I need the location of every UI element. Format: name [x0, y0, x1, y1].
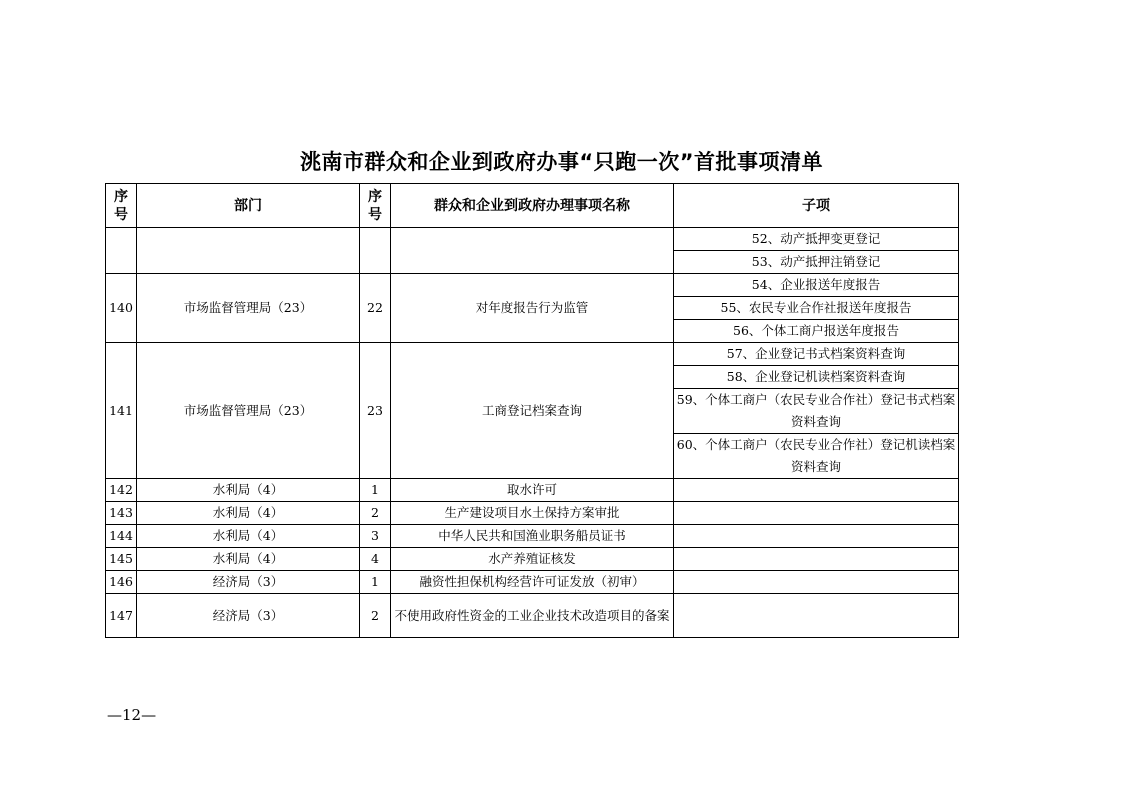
cell-no2	[360, 228, 391, 274]
cell-sub: 59、个体工商户（农民专业合作社）登记书式档案资料查询	[674, 389, 959, 434]
table-row	[106, 343, 959, 366]
cell-sub: 56、个体工商户报送年度报告	[674, 320, 959, 343]
cell-no2: 23	[360, 343, 391, 479]
cell-sub: 60、个体工商户（农民专业合作社）登记机读档案资料查询	[674, 434, 959, 479]
cell-sub	[674, 525, 959, 548]
cell-no: 145	[106, 548, 137, 571]
table-row	[106, 228, 959, 251]
cell-no: 143	[106, 502, 137, 525]
cell-dept: 水利局（4）	[137, 479, 360, 502]
cell-no: 144	[106, 525, 137, 548]
table-row	[106, 594, 959, 638]
table-header-row	[106, 184, 959, 228]
cell-sub	[674, 502, 959, 525]
cell-dept	[137, 228, 360, 274]
page-title: 洮南市群众和企业到政府办事“只跑一次”首批事项清单	[299, 150, 824, 174]
table-row	[106, 274, 959, 297]
header-dept: 部门	[137, 184, 360, 228]
cell-dept: 水利局（4）	[137, 502, 360, 525]
cell-dept: 经济局（3）	[137, 594, 360, 638]
cell-no	[106, 228, 137, 274]
cell-no: 141	[106, 343, 137, 479]
cell-no2: 2	[360, 502, 391, 525]
cell-no2: 2	[360, 594, 391, 638]
cell-dept: 经济局（3）	[137, 571, 360, 594]
cell-sub: 54、企业报送年度报告	[674, 274, 959, 297]
table-row	[106, 479, 959, 502]
cell-item: 工商登记档案查询	[391, 343, 674, 479]
cell-sub	[674, 548, 959, 571]
cell-no: 146	[106, 571, 137, 594]
cell-item: 取水许可	[391, 479, 674, 502]
cell-item: 对年度报告行为监管	[391, 274, 674, 343]
header-seq: 序 号	[106, 184, 137, 228]
cell-no: 140	[106, 274, 137, 343]
table-row	[106, 502, 959, 525]
cell-sub	[674, 571, 959, 594]
table-row	[106, 525, 959, 548]
cell-sub: 55、农民专业合作社报送年度报告	[674, 297, 959, 320]
cell-dept: 市场监督管理局（23）	[137, 343, 360, 479]
header-seq2: 序 号	[360, 184, 391, 228]
header-sub: 子项	[674, 184, 959, 228]
cell-item	[391, 228, 674, 274]
cell-dept: 市场监督管理局（23）	[137, 274, 360, 343]
cell-sub: 53、动产抵押注销登记	[674, 251, 959, 274]
cell-no2: 22	[360, 274, 391, 343]
cell-no2: 4	[360, 548, 391, 571]
cell-item: 生产建设项目水土保持方案审批	[391, 502, 674, 525]
cell-sub: 52、动产抵押变更登记	[674, 228, 959, 251]
cell-no: 147	[106, 594, 137, 638]
cell-sub: 57、企业登记书式档案资料查询	[674, 343, 959, 366]
table-row	[106, 571, 959, 594]
header-item: 群众和企业到政府办理事项名称	[391, 184, 674, 228]
cell-item: 不使用政府性资金的工业企业技术改造项目的备案	[391, 594, 674, 638]
page-number: —12—	[107, 706, 157, 724]
cell-sub	[674, 594, 959, 638]
cell-no2: 1	[360, 571, 391, 594]
cell-no2: 1	[360, 479, 391, 502]
cell-sub: 58、企业登记机读档案资料查询	[674, 366, 959, 389]
cell-no2: 3	[360, 525, 391, 548]
table-row	[106, 548, 959, 571]
cell-item: 水产养殖证核发	[391, 548, 674, 571]
cell-item: 中华人民共和国渔业职务船员证书	[391, 525, 674, 548]
cell-no: 142	[106, 479, 137, 502]
cell-dept: 水利局（4）	[137, 548, 360, 571]
cell-dept: 水利局（4）	[137, 525, 360, 548]
items-table	[105, 183, 959, 638]
cell-item: 融资性担保机构经营许可证发放（初审）	[391, 571, 674, 594]
cell-sub	[674, 479, 959, 502]
